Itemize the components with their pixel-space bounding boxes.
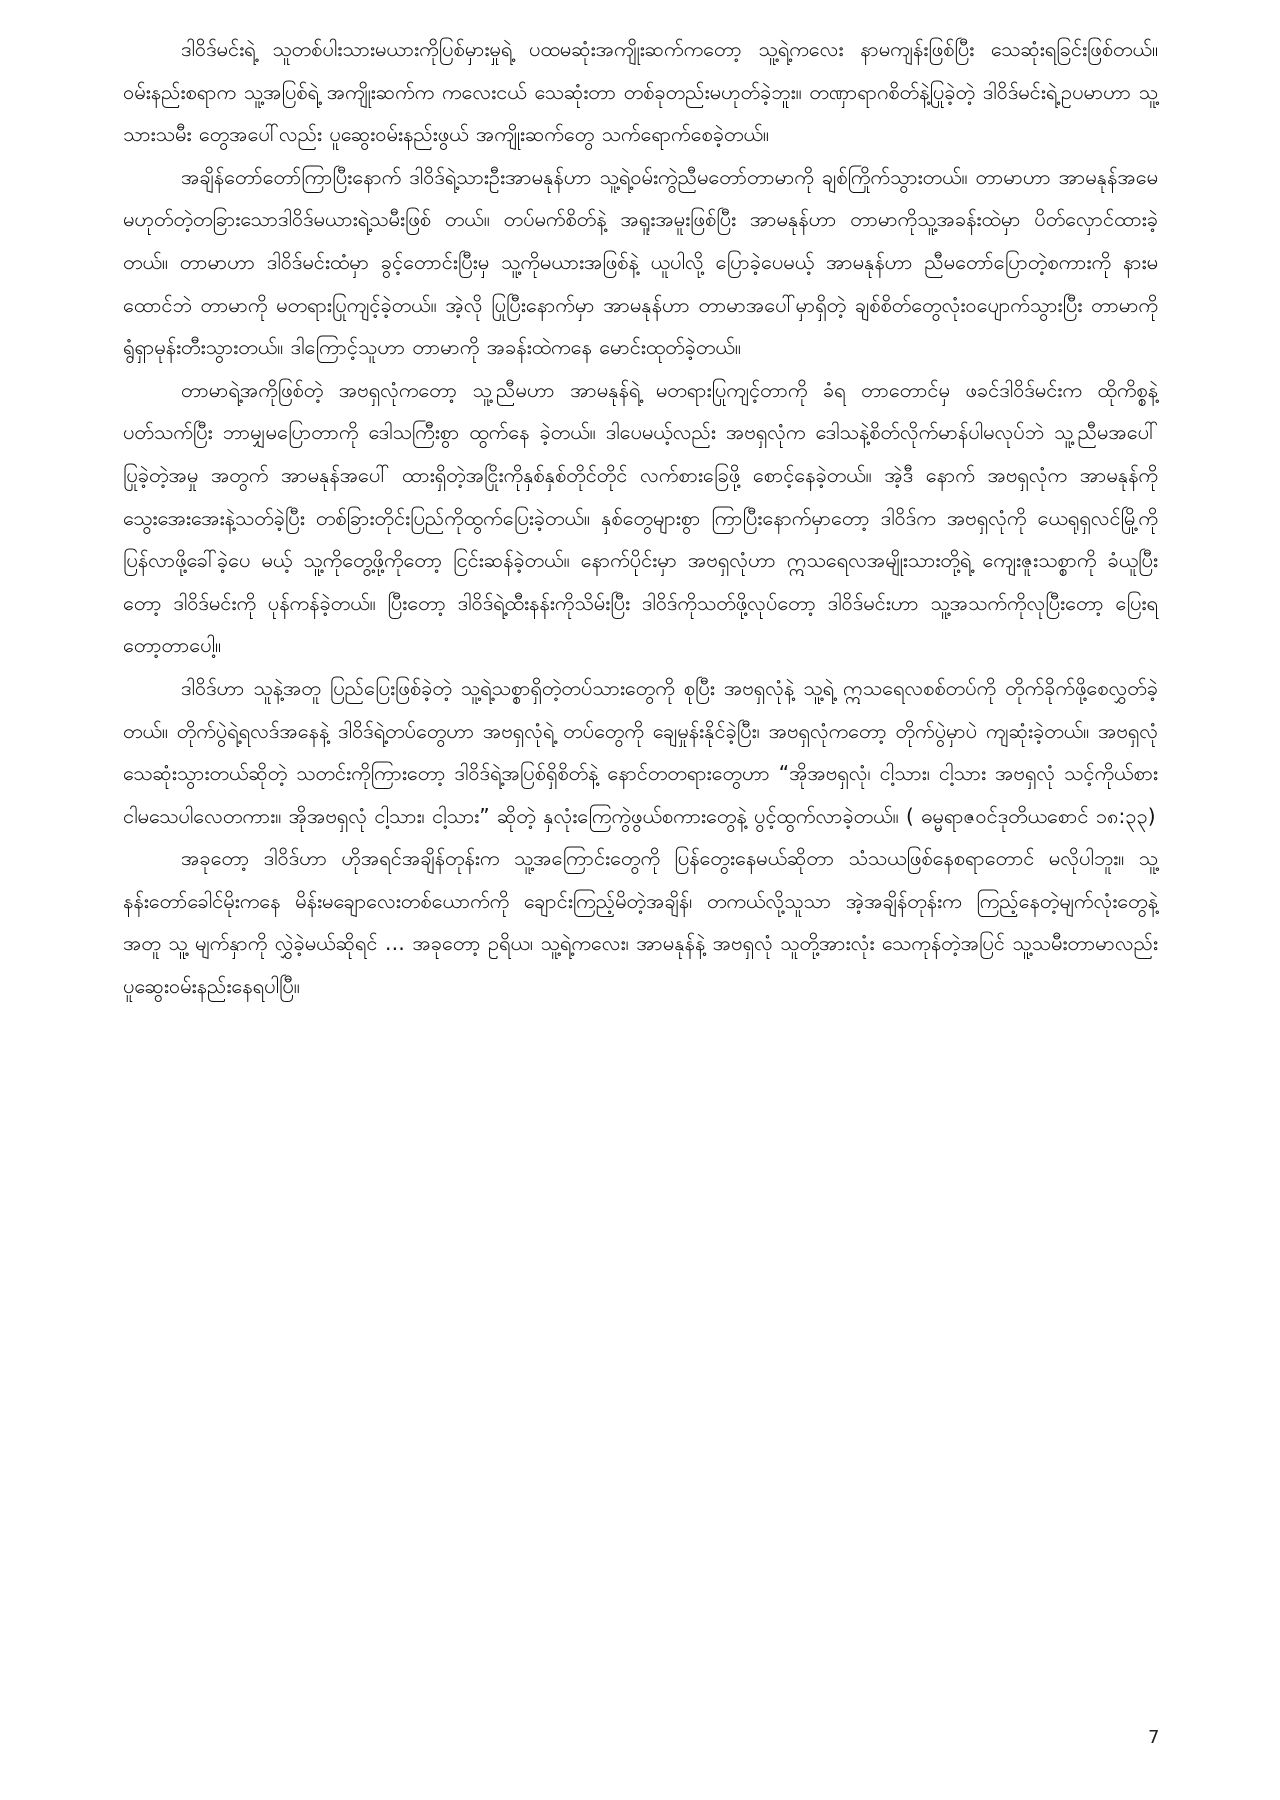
page-number: 7	[1148, 1727, 1160, 1748]
paragraph-4: ဒါဝိဒ်ဟာ သူနဲ့အတူ ပြည်ပြေးဖြစ်ခဲ့တဲ့ သူ့ရဲ့သစ္စာရှိတဲ့တပ်သားတွေကို စုပြီး အဗရှလုံနဲ့ သူ့ရဲ့ ဣသရေလစစ်တပ်ကို တိုက်ခိုက်ဖို့စေလွှတ်ခဲ့တယ်။ တိုက်ပွဲရဲ့ရလဒ်အနေနဲ့ ဒါဝိဒ်ရဲ့တပ်တွေဟာ အဗရှလုံရဲ့ တပ်တွေကို ချေမှုန်းနိုင်ခဲ့ပြီး၊ အဗရှလုံကတော့ တိုက်ပွဲမှာပဲ ကျဆုံးခဲ့တယ်။ အဗရှလုံ သေဆုံးသွားတယ်ဆိုတဲ့ သတင်းကိုကြားတော့ ဒါဝိဒ်ရဲ့အပြစ်ရှိစိတ်နဲ့ နောင်တတရားတွေဟာ “အိုအဗရှလုံ၊ ငါ့သား၊ ငါ့သား အဗရှလုံ သင့်ကိုယ်စား ငါမသေပါလေတကား။ အိုအဗရှလုံ ငါ့သား၊ ငါ့သား” ဆိုတဲ့ နှလုံးကြေကွဲဖွယ်စကားတွေနဲ့ ပွင့်ထွက်လာခဲ့တယ်။ ( ဓမ္မရာဇဝင်ဒုတိယစောင် ၁၈:၃၃)	[123, 675, 1158, 828]
paragraph-1: ဒါဝိဒ်မင်းရဲ့ သူတစ်ပါးသားမယားကိုပြစ်မှားမှုရဲ့ ပထမဆုံးအကျိုးဆက်ကတော့ သူ့ရဲ့ကလေး နာမကျန်းဖြစ်ပြီး သေဆုံးရခြင်းဖြစ်တယ်။ ဝမ်းနည်းစရာက သူ့အပြစ်ရဲ့ အကျိုးဆက်က ကလေးငယ် သေဆုံးတာ တစ်ခုတည်းမဟုတ်ခဲ့ဘူး။ တဏှာရာဂစိတ်နဲ့ပြုခဲ့တဲ့ ဒါဝိဒ်မင်းရဲ့ဥပမာဟာ သူ့သားသမီး တွေအပေါ်လည်း ပူဆွေးဝမ်းနည်းဖွယ် အကျိုးဆက်တွေ သက်ရောက်စေခဲ့တယ်။	[123, 37, 1158, 147]
paragraph-2: အချိန်တော်တော်ကြာပြီးနောက် ဒါဝိဒ်ရဲ့သားဦးအာမနုန်ဟာ သူ့ရဲ့ဝမ်းကွဲညီမတော်တာမာကို ချစ်ကြိုက်သွားတယ်။ တာမာဟာ အာမနုန်အမေမဟုတ်တဲ့တခြားသောဒါဝိဒ်မယားရဲ့သမီးဖြစ် တယ်။ တပ်မက်စိတ်နဲ့ အရူးအမူးဖြစ်ပြီး အာမနုန်ဟာ တာမာကိုသူ့အခန်းထဲမှာ ပိတ်လှောင်ထားခဲ့ တယ်။ တာမာဟာ ဒါဝိဒ်မင်းထံမှာ ခွင့်တောင်းပြီးမှ သူ့ကိုမယားအဖြစ်နဲ့ ယူပါလို့ ပြောခဲ့ပေမယ့် အာမနုန်ဟာ ညီမတော်ပြောတဲ့စကားကို နားမထောင်ဘဲ တာမာကို မတရားပြုကျင့်ခဲ့တယ်။ အဲ့လို ပြုပြီးနောက်မှာ အာမနုန်ဟာ တာမာအပေါ်မှာရှိတဲ့ ချစ်စိတ်တွေလုံးဝပျောက်သွားပြီး တာမာကို ရွံရှာမုန်းတီးသွားတယ်။ ဒါကြောင့်သူဟာ တာမာကို အခန်းထဲကနေ မောင်းထုတ်ခဲ့တယ်။	[123, 164, 1158, 360]
document-body	[123, 28, 1158, 1008]
paragraph-3: တာမာရဲ့အကိုဖြစ်တဲ့ အဗရှလုံကတော့ သူ့ညီမဟာ အာမနုန်ရဲ့ မတရားပြုကျင့်တာကို ခံရ တာတောင်မှ ဖခင်ဒါဝိဒ်မင်းက ထိုကိစ္စနဲ့ပတ်သက်ပြီး ဘာမျှမပြောတာကို ဒေါသကြီးစွာ ထွက်နေ ခဲ့တယ်။ ဒါပေမယ့်လည်း အဗရှလုံက ဒေါသနဲ့စိတ်လိုက်မာန်ပါမလုပ်ဘဲ သူ့ညီမအပေါ် ပြုခဲ့တဲ့အမှု အတွက် အာမနုန်အပေါ် ထားရှိတဲ့အငြိုးကိုနှစ်နှစ်တိုင်တိုင် လက်စားခြေဖို့ စောင့်နေခဲ့တယ်။ အဲ့ဒီ နောက် အဗရှလုံက အာမနုန်ကို သွေးအေးအေးနဲ့သတ်ခဲ့ပြီး တစ်ခြားတိုင်းပြည်ကိုထွက်ပြေးခဲ့တယ်။ နှစ်တွေများစွာ ကြာပြီးနောက်မှာတော့ ဒါဝိဒ်က အဗရှလုံကို ယေရုရှလင်မြို့ကို ပြန်လာဖို့ခေါ်ခဲ့ပေ မယ့် သူ့ကိုတွေ့ဖို့ကိုတော့ ငြင်းဆန်ခဲ့တယ်။ နောက်ပိုင်းမှာ အဗရှလုံဟာ ဣသရေလအမျိုးသားတို့ရဲ့ ကျေးဇူးသစ္စာကို ခံယူပြီးတော့ ဒါဝိဒ်မင်းကို ပုန်ကန်ခဲ့တယ်။ ပြီးတော့ ဒါဝိဒ်ရဲ့ထီးနန်းကိုသိမ်းပြီး ဒါဝိဒ်ကိုသတ်ဖို့လုပ်တော့ ဒါဝိဒ်မင်းဟာ သူ့အသက်ကိုလုပြီးတော့ ပြေးရတော့တာပေါ့။	[123, 377, 1158, 658]
paragraph-5: အခုတော့ ဒါဝိဒ်ဟာ ဟိုအရင်အချိန်တုန်းက သူ့အကြောင်းတွေကို ပြန်တွေးနေမယ်ဆိုတာ သံသယဖြစ်နေစရာတောင် မလိုပါဘူး။ သူ့နန်းတော်ခေါင်မိုးကနေ မိန်းမချောလေးတစ်ယောက်ကို ချောင်းကြည့်မိတဲ့အချိန်၊ တကယ်လို့သူသာ အဲ့အချိန်တုန်းက ကြည့်နေတဲ့မျက်လုံးတွေနဲ့အတူ သူ့ မျက်နှာကို လွှဲခဲ့မယ်ဆိုရင် … အခုတော့ ဥရိယ၊ သူ့ရဲ့ကလေး၊ အာမနုန်နဲ့ အဗရှလုံ သူတို့အားလုံး သေကုန်တဲ့အပြင် သူ့သမီးတာမာလည်း ပူဆွေးဝမ်းနည်းနေရပါပြီ။	[123, 846, 1158, 999]
